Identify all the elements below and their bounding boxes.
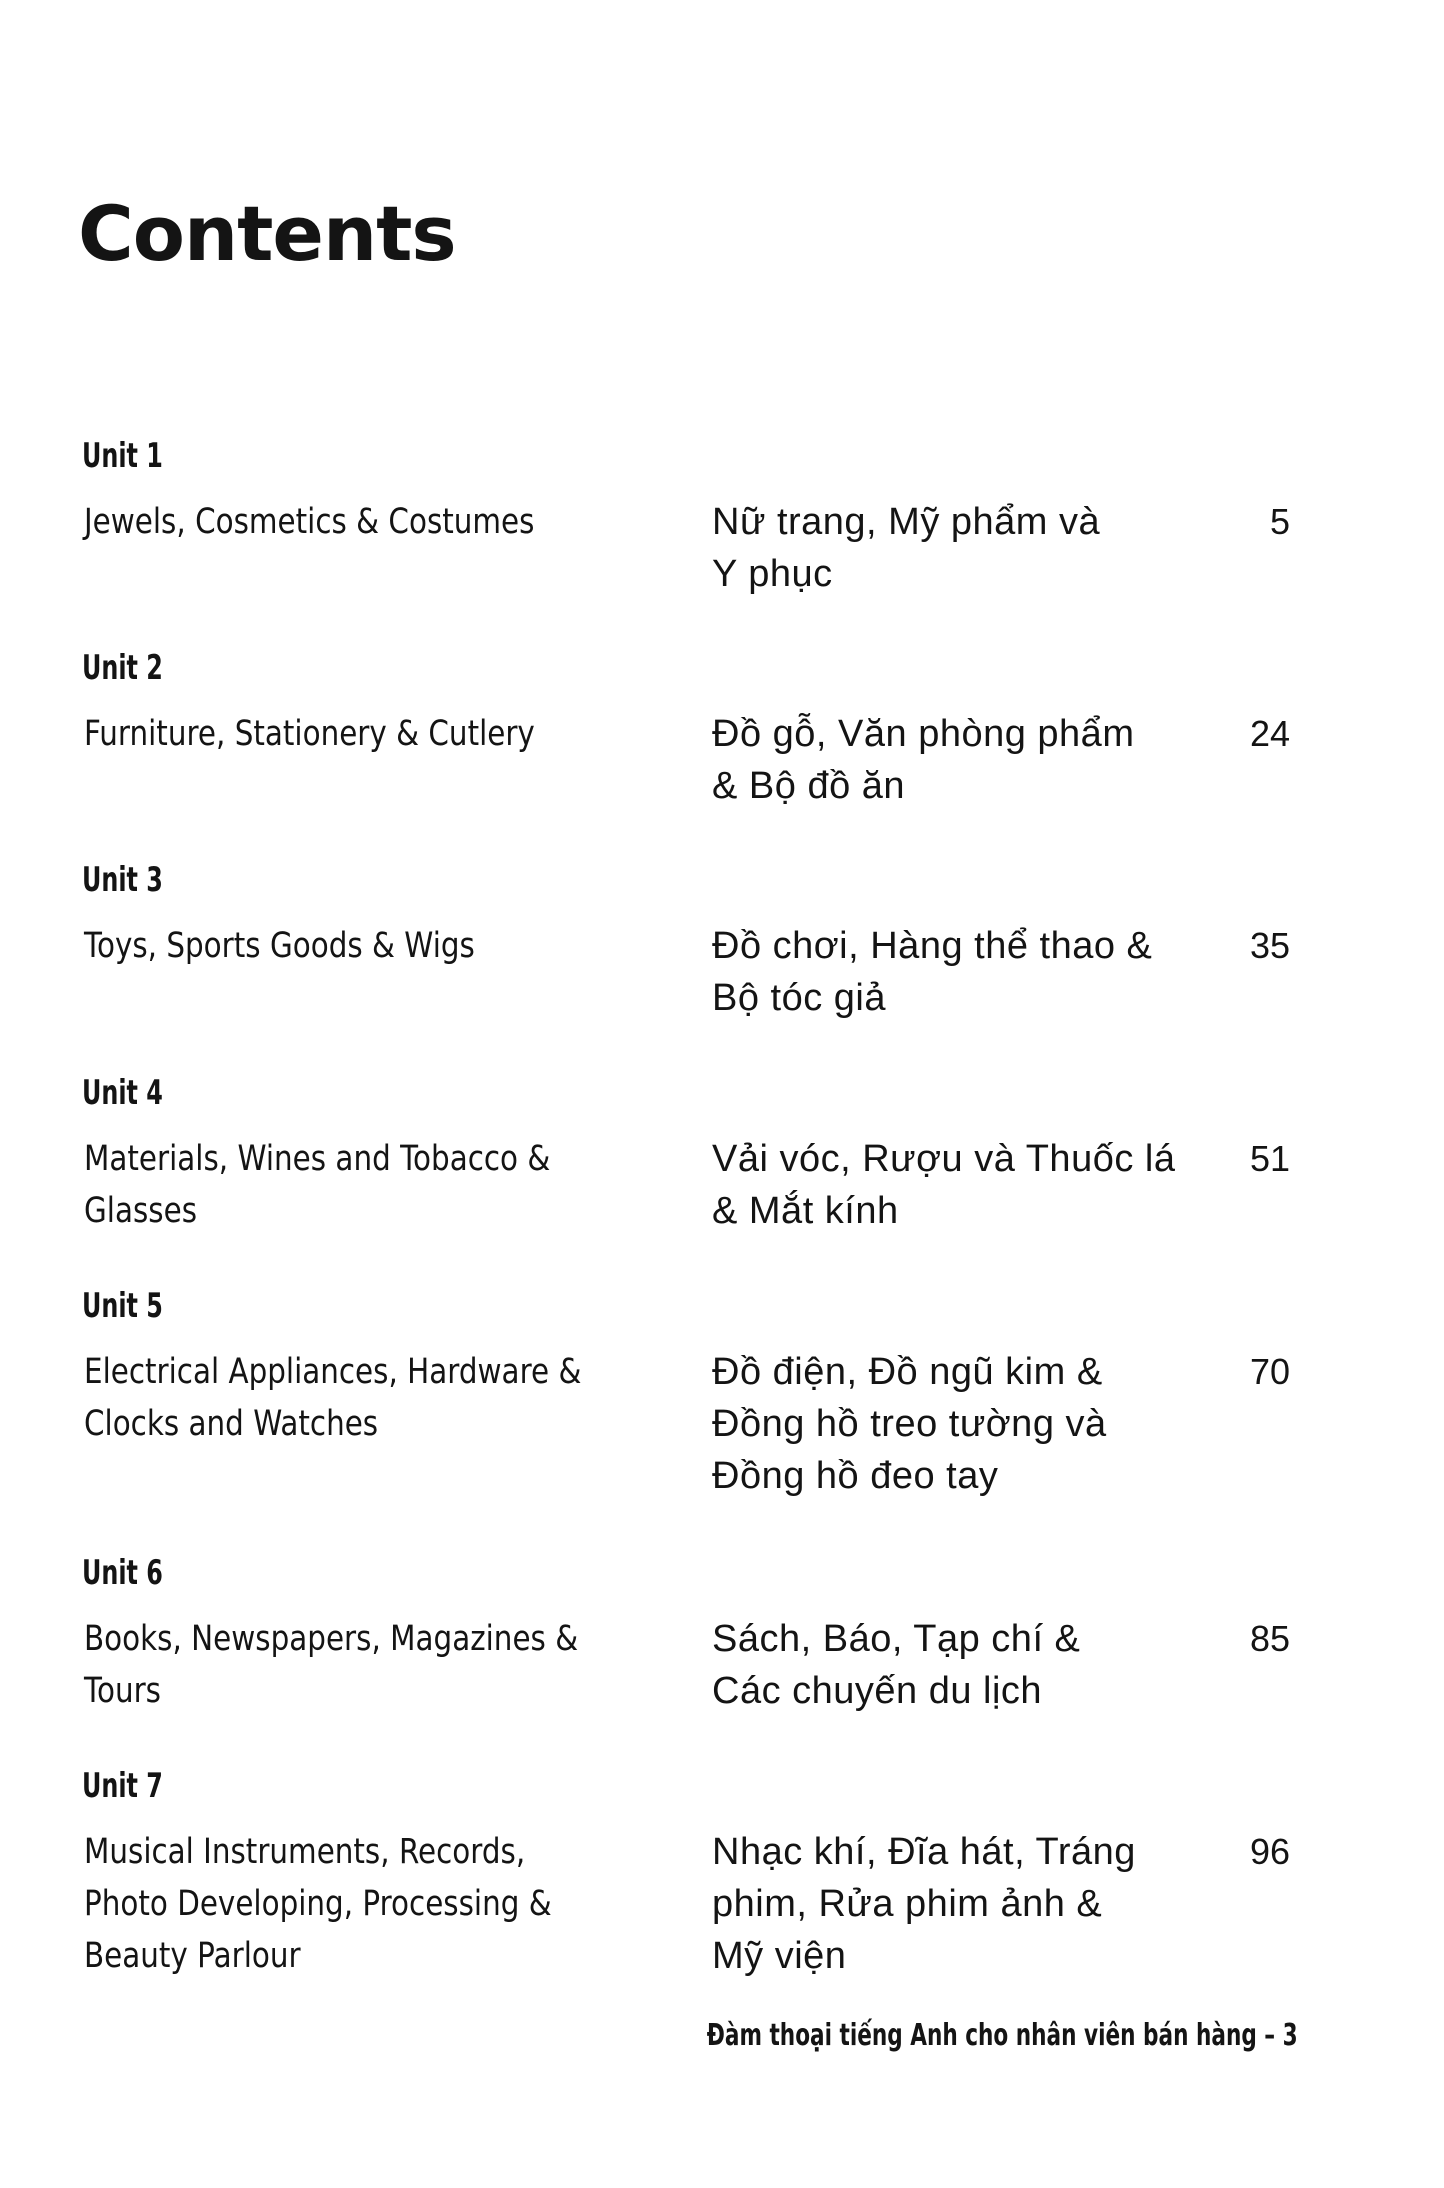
- vietnamese-title-line: phim, Rửa phim ảnh &: [712, 1883, 1103, 1925]
- unit-vietnamese-title: [712, 1613, 1232, 1717]
- page-number: 24: [1249, 713, 1290, 754]
- vietnamese-title-line: Đồng hồ đeo tay: [712, 1455, 999, 1497]
- english-title-line: Toys, Sports Goods & Wigs: [84, 926, 475, 966]
- unit-vietnamese-title: [712, 1346, 1232, 1502]
- unit-english-title: [84, 1133, 689, 1237]
- vietnamese-title-line: & Mắt kính: [712, 1190, 899, 1232]
- page-footer: Đàm thoại tiếng Anh cho nhân viên bán hàng – 3: [707, 2018, 1298, 2053]
- english-title-line: Tours: [84, 1671, 161, 1711]
- vietnamese-title-line: & Bộ đồ ăn: [712, 765, 906, 807]
- unit-english-title: [84, 1613, 689, 1717]
- vietnamese-title-line: Đồng hồ treo tường và: [712, 1403, 1107, 1445]
- vietnamese-title-line: Nữ trang, Mỹ phẩm và: [712, 501, 1101, 543]
- unit-english-title: [84, 1826, 689, 1982]
- unit-english-title: [84, 708, 689, 760]
- vietnamese-title-line: Bộ tóc giả: [712, 977, 886, 1019]
- english-title-line: Musical Instruments, Records,: [84, 1832, 526, 1872]
- vietnamese-title-line: Y phục: [712, 553, 833, 595]
- page-number: 85: [1249, 1618, 1290, 1659]
- page-title: Contents: [78, 189, 456, 278]
- page-number: 5: [1269, 501, 1290, 542]
- english-title-line: Beauty Parlour: [84, 1936, 301, 1976]
- unit-english-title: [84, 1346, 689, 1450]
- unit-vietnamese-title: [712, 708, 1232, 812]
- vietnamese-title-line: Đồ chơi, Hàng thể thao &: [712, 925, 1153, 967]
- english-title-line: Photo Developing, Processing &: [84, 1884, 552, 1924]
- unit-label: Unit 3: [82, 860, 163, 900]
- vietnamese-title-line: Đồ gỗ, Văn phòng phẩm: [712, 713, 1135, 755]
- unit-label: Unit 2: [82, 648, 163, 688]
- vietnamese-title-line: Đồ điện, Đồ ngũ kim &: [712, 1351, 1103, 1393]
- vietnamese-title-line: Vải vóc, Rượu và Thuốc lá: [712, 1138, 1176, 1180]
- english-title-line: Electrical Appliances, Hardware &: [84, 1352, 582, 1392]
- unit-label: Unit 5: [82, 1286, 163, 1326]
- vietnamese-title-line: Mỹ viện: [712, 1935, 847, 1977]
- page-number: 96: [1249, 1831, 1290, 1872]
- unit-vietnamese-title: [712, 1826, 1232, 1982]
- english-title-line: Glasses: [84, 1191, 198, 1231]
- page-number: 51: [1249, 1138, 1290, 1179]
- english-title-line: Books, Newspapers, Magazines &: [84, 1619, 579, 1659]
- english-title-line: Furniture, Stationery & Cutlery: [84, 714, 535, 754]
- unit-english-title: [84, 920, 689, 972]
- english-title-line: Clocks and Watches: [84, 1404, 379, 1444]
- unit-label: Unit 4: [82, 1073, 163, 1113]
- vietnamese-title-line: Các chuyến du lịch: [712, 1670, 1043, 1712]
- unit-label: Unit 7: [82, 1766, 163, 1806]
- unit-label: Unit 1: [82, 436, 163, 476]
- unit-vietnamese-title: [712, 496, 1232, 600]
- vietnamese-title-line: Sách, Báo, Tạp chí &: [712, 1618, 1081, 1660]
- vietnamese-title-line: Nhạc khí, Đĩa hát, Tráng: [712, 1831, 1136, 1873]
- unit-vietnamese-title: [712, 1133, 1232, 1237]
- page-number: 70: [1249, 1351, 1290, 1392]
- unit-english-title: [84, 496, 689, 548]
- unit-label: Unit 6: [82, 1553, 163, 1593]
- english-title-line: Jewels, Cosmetics & Costumes: [84, 502, 535, 542]
- page-number: 35: [1249, 925, 1290, 966]
- english-title-line: Materials, Wines and Tobacco &: [84, 1139, 551, 1179]
- unit-vietnamese-title: [712, 920, 1232, 1024]
